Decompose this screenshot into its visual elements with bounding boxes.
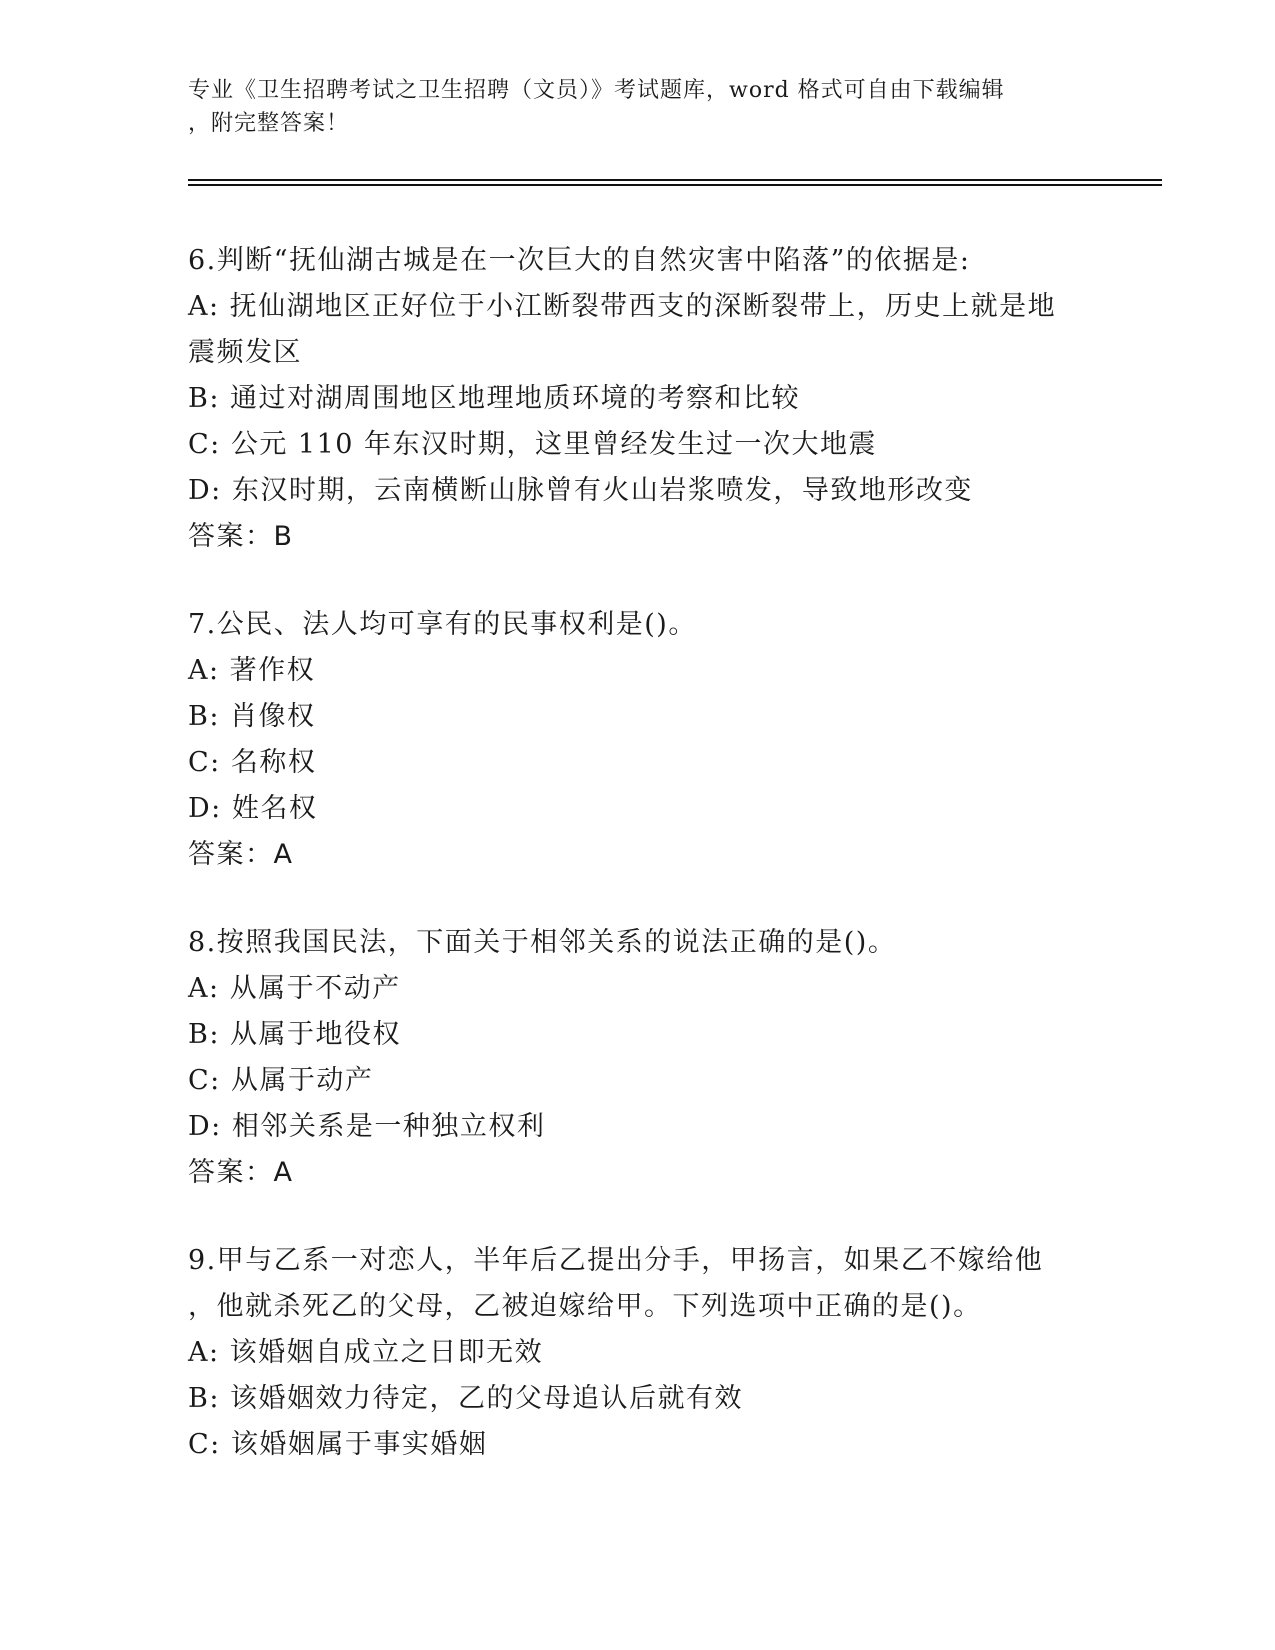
question-stem: 8.按照我国民法，下面关于相邻关系的说法正确的是()。 xyxy=(188,927,897,958)
option-b: B: 通过对湖周围地区地理地质环境的考察和比较 xyxy=(188,383,801,414)
header-divider-bottom xyxy=(188,184,1162,186)
option-c: C: 从属于动产 xyxy=(188,1065,374,1096)
answer: 答案：A xyxy=(188,1157,294,1188)
question-8 xyxy=(188,920,1108,1196)
question-9 xyxy=(188,1238,1108,1468)
header-line-2: ，附完整答案！ xyxy=(188,111,350,136)
document-header xyxy=(188,74,1088,140)
option-b: B: 从属于地役权 xyxy=(188,1019,402,1050)
option-a-continued: 震频发区 xyxy=(188,337,302,368)
option-a: A: 抚仙湖地区正好位于小江断裂带西支的深断裂带上，历史上就是地 xyxy=(188,291,1057,322)
question-stem: 6.判断“抚仙湖古城是在一次巨大的自然灾害中陷落”的依据是: xyxy=(188,245,971,276)
option-b: B: 肖像权 xyxy=(188,701,316,732)
option-c: C: 名称权 xyxy=(188,747,317,778)
question-7 xyxy=(188,602,1108,878)
question-list xyxy=(188,238,1108,1510)
question-stem: 7.公民、法人均可享有的民事权利是()。 xyxy=(188,609,697,640)
question-6 xyxy=(188,238,1108,560)
question-stem-line-2: ，他就杀死乙的父母，乙被迫嫁给甲。下列选项中正确的是()。 xyxy=(188,1291,982,1322)
option-a: A: 从属于不动产 xyxy=(188,973,401,1004)
option-d: D: 东汉时期，云南横断山脉曾有火山岩浆喷发，导致地形改变 xyxy=(188,475,973,506)
option-b: B: 该婚姻效力待定，乙的父母追认后就有效 xyxy=(188,1383,744,1414)
option-d: D: 相邻关系是一种独立权利 xyxy=(188,1111,546,1142)
answer: 答案：A xyxy=(188,839,294,870)
option-a: A: 著作权 xyxy=(188,655,316,686)
option-a: A: 该婚姻自成立之日即无效 xyxy=(188,1337,544,1368)
option-c: C: 公元 110 年东汉时期，这里曾经发生过一次大地震 xyxy=(188,429,878,460)
answer: 答案：B xyxy=(188,521,294,552)
question-stem-line-1: 9.甲与乙系一对恋人，半年后乙提出分手，甲扬言，如果乙不嫁给他 xyxy=(188,1245,1044,1276)
option-c: C: 该婚姻属于事实婚姻 xyxy=(188,1429,488,1460)
header-line-1: 专业《卫生招聘考试之卫生招聘（文员）》考试题库，word 格式可自由下载编辑 xyxy=(188,78,1005,103)
option-d: D: 姓名权 xyxy=(188,793,318,824)
header-divider-top xyxy=(188,179,1162,181)
